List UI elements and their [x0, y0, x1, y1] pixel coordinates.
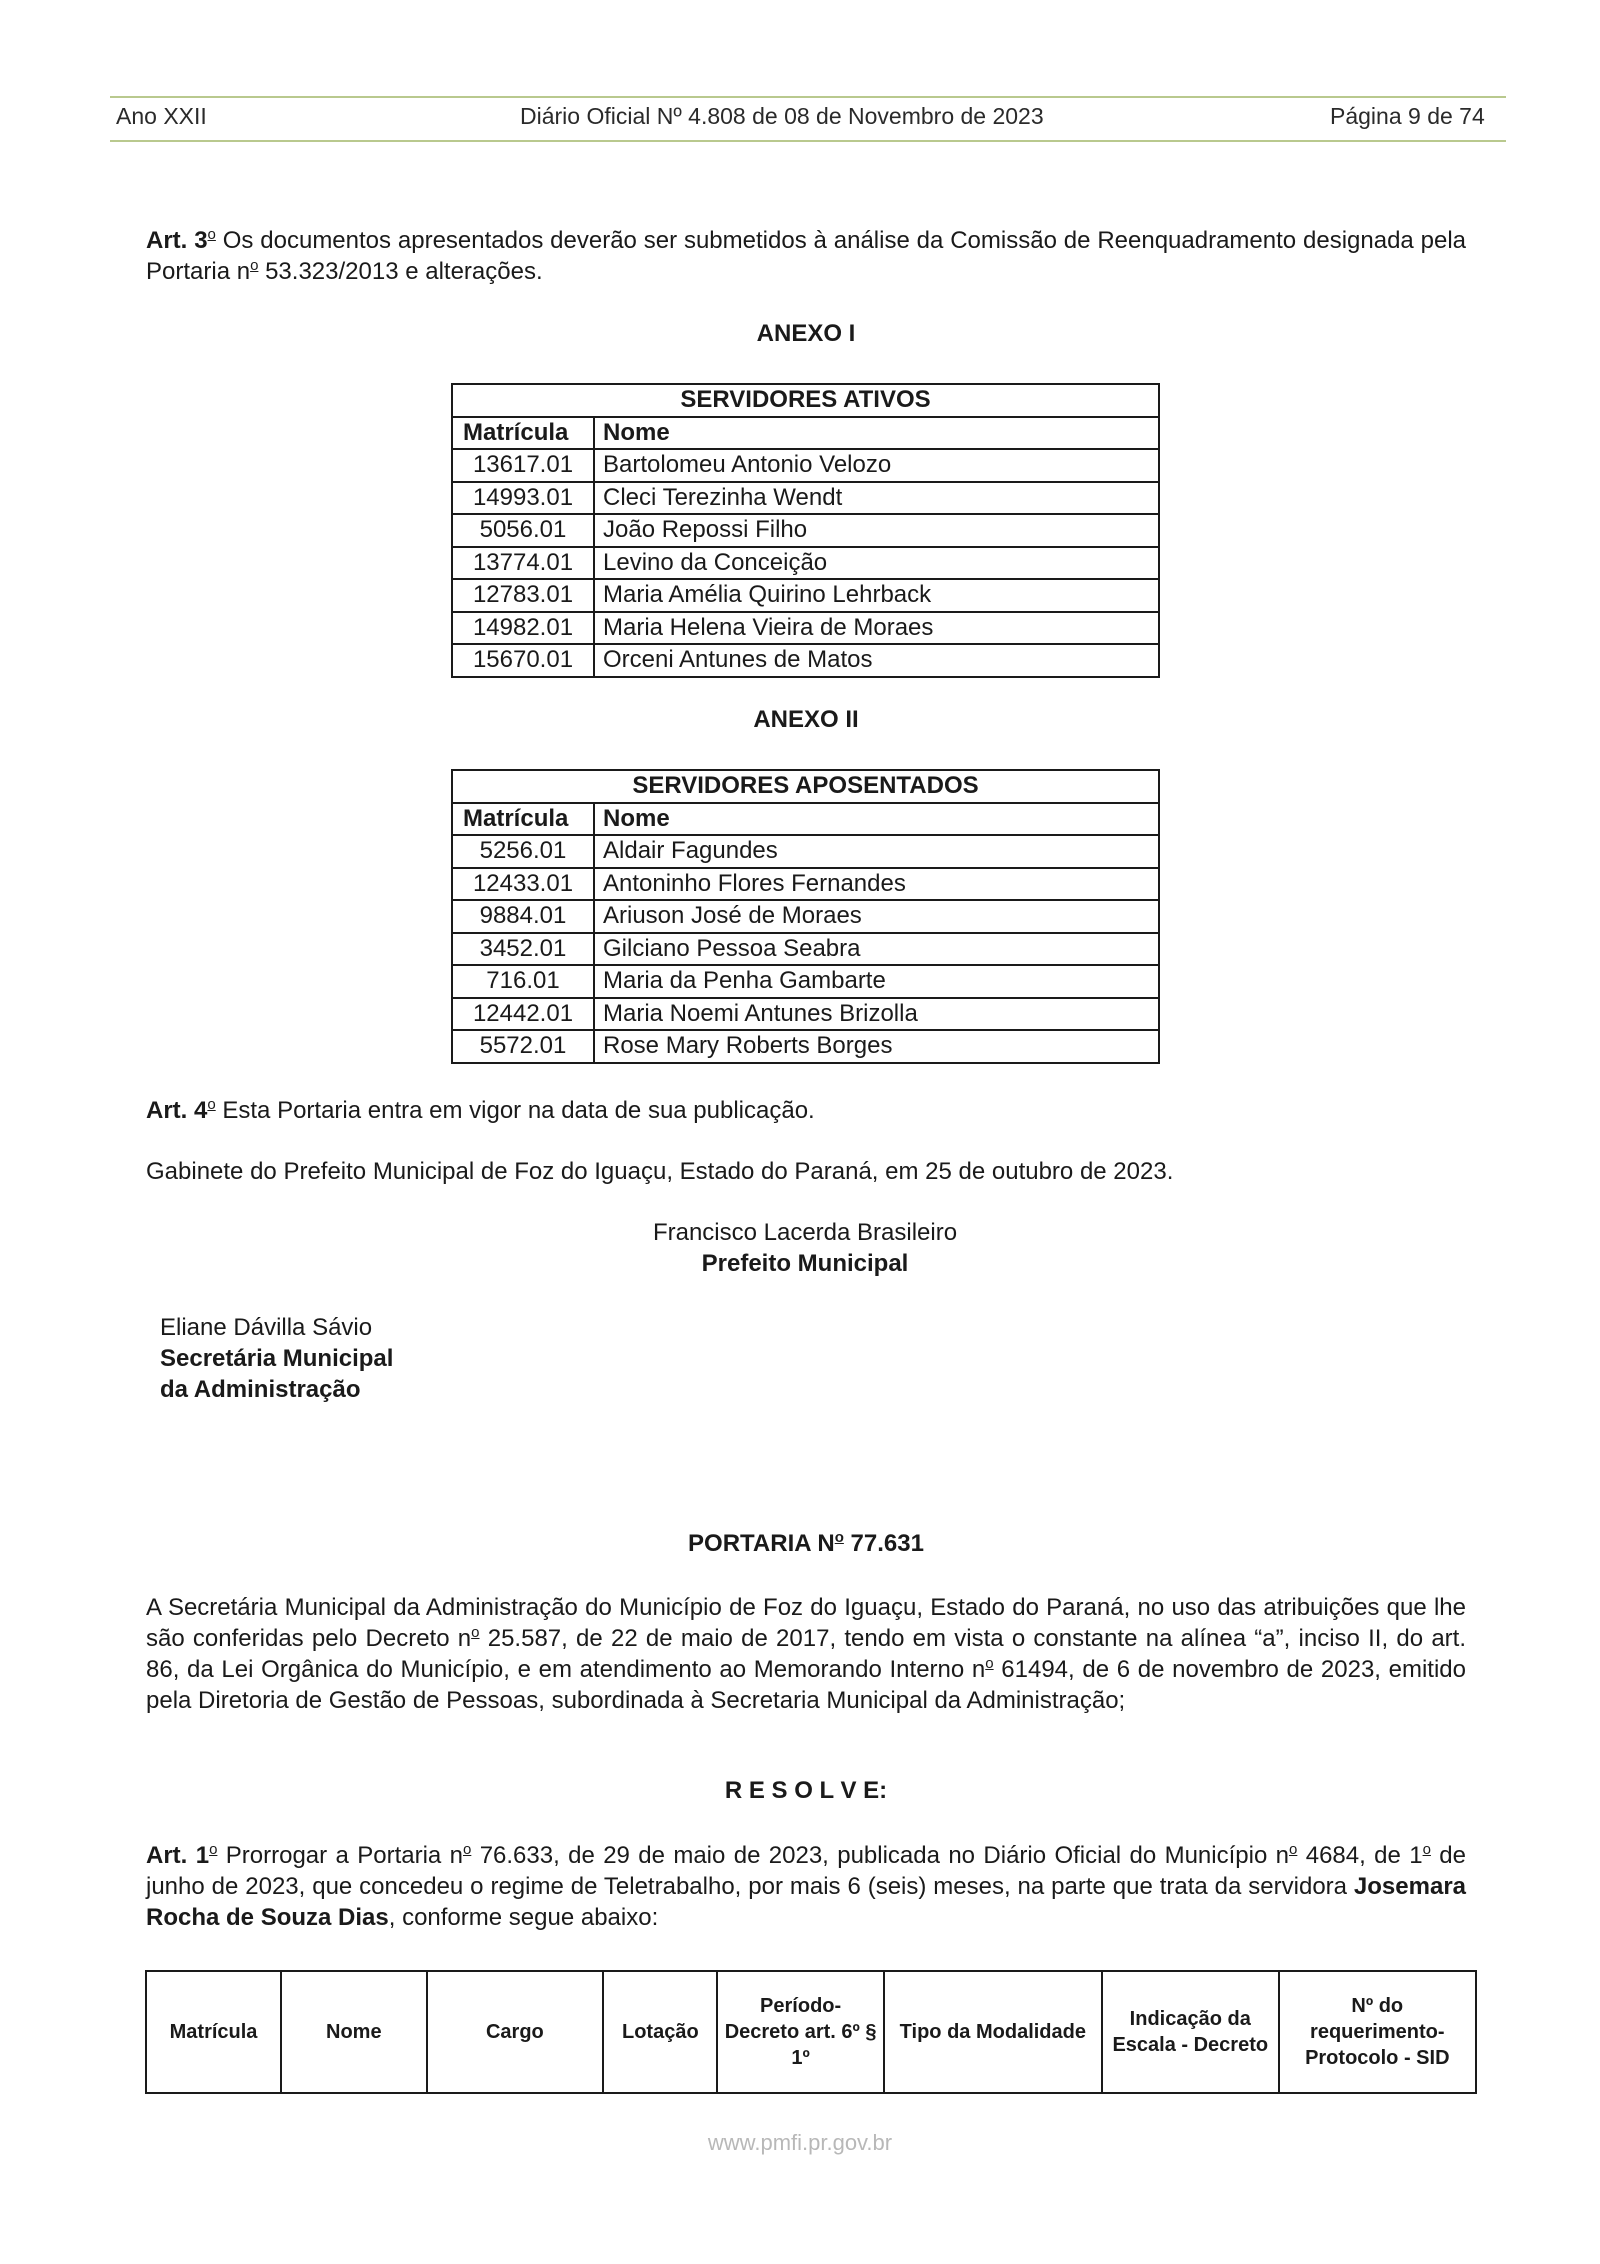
preamble-paragraph: [146, 1592, 1466, 1716]
matricula-cell: 15670.01: [452, 644, 594, 677]
portaria-title-ordinal: o: [834, 1529, 844, 1546]
nome-cell: Maria Amélia Quirino Lehrback: [594, 579, 1159, 612]
servidora-name: Josemara Rocha de Souza Dias: [146, 1873, 1466, 1931]
art1-paragraph: [146, 1840, 1466, 1933]
table-row: [452, 998, 1159, 1031]
annex2-col-matricula: Matrícula: [452, 803, 594, 836]
secretary-title-2: da Administração: [160, 1376, 361, 1403]
nome-cell: Maria Helena Vieira de Moraes: [594, 612, 1159, 645]
art3-ordinal: o: [207, 226, 216, 243]
col-requerimento: Nº do requerimento- Protocolo - SID: [1279, 1971, 1476, 2093]
matricula-cell: 3452.01: [452, 933, 594, 966]
table-row: [452, 933, 1159, 966]
annex1-header-row: [452, 417, 1159, 450]
mayor-title: Prefeito Municipal: [701, 1250, 909, 1277]
col-tipo-modalidade: Tipo da Modalidade: [884, 1971, 1102, 2093]
art4-ordinal: o: [207, 1096, 216, 1113]
col-lotacao: Lotação: [603, 1971, 717, 2093]
nome-cell: Maria da Penha Gambarte: [594, 965, 1159, 998]
art1-ordinal-b: o: [1289, 1841, 1298, 1858]
nome-cell: Antoninho Flores Fernandes: [594, 868, 1159, 901]
annex2-table-title: SERVIDORES APOSENTADOS: [452, 770, 1159, 803]
matricula-cell: 5572.01: [452, 1030, 594, 1063]
secretary-title-1: Secretária Municipal: [160, 1345, 394, 1372]
art1-ordinal-a: o: [462, 1841, 472, 1858]
col-cargo: Cargo: [427, 1971, 604, 2093]
matricula-cell: 13617.01: [452, 449, 594, 482]
annex2-table: [451, 769, 1160, 1064]
art4-paragraph: [146, 1095, 1466, 1126]
art1-text-4: de junho de 2023, que concedeu o regime de Teletrabalho, por mais 6 (seis) meses, na parte que trata da servidora: [146, 1842, 1466, 1900]
art3-text-1: Os documentos apresentados deverão ser submetidos à análise da Comissão de Reenquadramento designada pela Portaria n: [146, 227, 1466, 285]
art4-text: Esta Portaria entra em vigor na data de sua publicação.: [215, 1097, 815, 1124]
header-year: Ano XXII: [116, 103, 207, 129]
table-row: [452, 579, 1159, 612]
header-edition: Diário Oficial Nº 4.808 de 08 de Novembro de 2023: [520, 103, 1044, 129]
header-rule-top: [110, 96, 1506, 98]
nome-cell: Ariuson José de Moraes: [594, 900, 1159, 933]
gabinete-line: Gabinete do Prefeito Municipal de Foz do Iguaçu, Estado do Paraná, em 25 de outubro de 2023.: [146, 1158, 1174, 1185]
table-row: [452, 900, 1159, 933]
art1-label: Art. 1: [146, 1842, 210, 1869]
art1-ordinal: o: [209, 1841, 218, 1858]
matricula-cell: 12783.01: [452, 579, 594, 612]
annex1-col-matricula: Matrícula: [452, 417, 594, 450]
art1-text-5: , conforme segue abaixo:: [388, 1904, 659, 1931]
col-matricula: Matrícula: [146, 1971, 281, 2093]
table-row: [452, 965, 1159, 998]
nome-cell: Aldair Fagundes: [594, 835, 1159, 868]
nome-cell: Orceni Antunes de Matos: [594, 644, 1159, 677]
annex2-col-nome: Nome: [594, 803, 1159, 836]
table-row: [452, 514, 1159, 547]
annex2-title: ANEXO II: [753, 706, 859, 733]
table-row: [452, 644, 1159, 677]
art1-text-2: 76.633, de 29 de maio de 2023, publicada no Diário Oficial do Município n: [471, 1842, 1290, 1869]
art3-paragraph: [146, 225, 1466, 287]
preamble-text-1: A Secretária Municipal da Administração do Município de Foz do Iguaçu, Estado do Paraná, no uso das atribuições que lhe são conferidas pelo Decreto n: [146, 1594, 1466, 1652]
mayor-signature: [560, 1217, 1050, 1279]
matricula-cell: 9884.01: [452, 900, 594, 933]
nome-cell: Rose Mary Roberts Borges: [594, 1030, 1159, 1063]
art1-ordinal-c: o: [1422, 1841, 1431, 1858]
art3-n-ordinal: o: [250, 257, 259, 274]
header-page: Página 9 de 74: [1330, 103, 1485, 129]
mayor-name: Francisco Lacerda Brasileiro: [652, 1219, 958, 1246]
preamble-text-2: 25.587, de 22 de maio de 2017, tendo em vista o constante na alínea “a”, inciso II, do art. 86, da Lei Orgânica do Município, e em atendimento ao Memorando Interno n: [146, 1625, 1466, 1683]
annex1-table: [451, 383, 1160, 678]
teletrabalho-header-row: [146, 1971, 1476, 2093]
table-row: [452, 547, 1159, 580]
portaria-title-prefix: PORTARIA N: [688, 1530, 835, 1557]
annex1-col-nome: Nome: [594, 417, 1159, 450]
resolve-heading: R E S O L V E:: [724, 1777, 888, 1804]
portaria-title: [146, 1530, 1466, 1558]
nome-cell: Levino da Conceição: [594, 547, 1159, 580]
annex1-table-title-row: [452, 384, 1159, 417]
art3-label: Art. 3: [146, 227, 208, 254]
matricula-cell: 5256.01: [452, 835, 594, 868]
nome-cell: Gilciano Pessoa Seabra: [594, 933, 1159, 966]
secretary-name: Eliane Dávilla Sávio: [160, 1314, 373, 1341]
matricula-cell: 716.01: [452, 965, 594, 998]
header-rule-bottom: [110, 140, 1506, 142]
table-row: [452, 1030, 1159, 1063]
matricula-cell: 14993.01: [452, 482, 594, 515]
table-row: [452, 868, 1159, 901]
matricula-cell: 12442.01: [452, 998, 594, 1031]
col-indicacao-escala: Indicação da Escala - Decreto: [1102, 1971, 1279, 2093]
preamble-ordinal-2: o: [985, 1655, 994, 1672]
col-periodo: Período- Decreto art. 6º § 1º: [717, 1971, 883, 2093]
preamble-text-3: 61494, de 6 de novembro de 2023, emitido pela Diretoria de Gestão de Pessoas, subordinada à Secretaria Municipal da Administração;: [146, 1656, 1466, 1714]
art3-text-2: 53.323/2013 e alterações.: [258, 258, 543, 285]
matricula-cell: 14982.01: [452, 612, 594, 645]
matricula-cell: 13774.01: [452, 547, 594, 580]
art1-text-1: Prorrogar a Portaria n: [217, 1842, 463, 1869]
art4-label: Art. 4: [146, 1097, 208, 1124]
nome-cell: João Repossi Filho: [594, 514, 1159, 547]
art1-text-3: 4684, de 1: [1297, 1842, 1423, 1869]
secretary-signature: [160, 1312, 393, 1405]
teletrabalho-table: [145, 1970, 1477, 2094]
col-nome: Nome: [281, 1971, 426, 2093]
nome-cell: Cleci Terezinha Wendt: [594, 482, 1159, 515]
portaria-title-number: 77.631: [843, 1530, 924, 1557]
annex1-table-title: SERVIDORES ATIVOS: [452, 384, 1159, 417]
matricula-cell: 5056.01: [452, 514, 594, 547]
table-row: [452, 612, 1159, 645]
annex1-title: ANEXO I: [756, 320, 856, 347]
table-row: [452, 835, 1159, 868]
matricula-cell: 12433.01: [452, 868, 594, 901]
nome-cell: Maria Noemi Antunes Brizolla: [594, 998, 1159, 1031]
nome-cell: Bartolomeu Antonio Velozo: [594, 449, 1159, 482]
footer-url: www.pmfi.pr.gov.br: [707, 2130, 893, 2155]
annex2-header-row: [452, 803, 1159, 836]
preamble-ordinal-1: o: [471, 1624, 480, 1641]
table-row: [452, 482, 1159, 515]
table-row: [452, 449, 1159, 482]
annex2-table-title-row: [452, 770, 1159, 803]
